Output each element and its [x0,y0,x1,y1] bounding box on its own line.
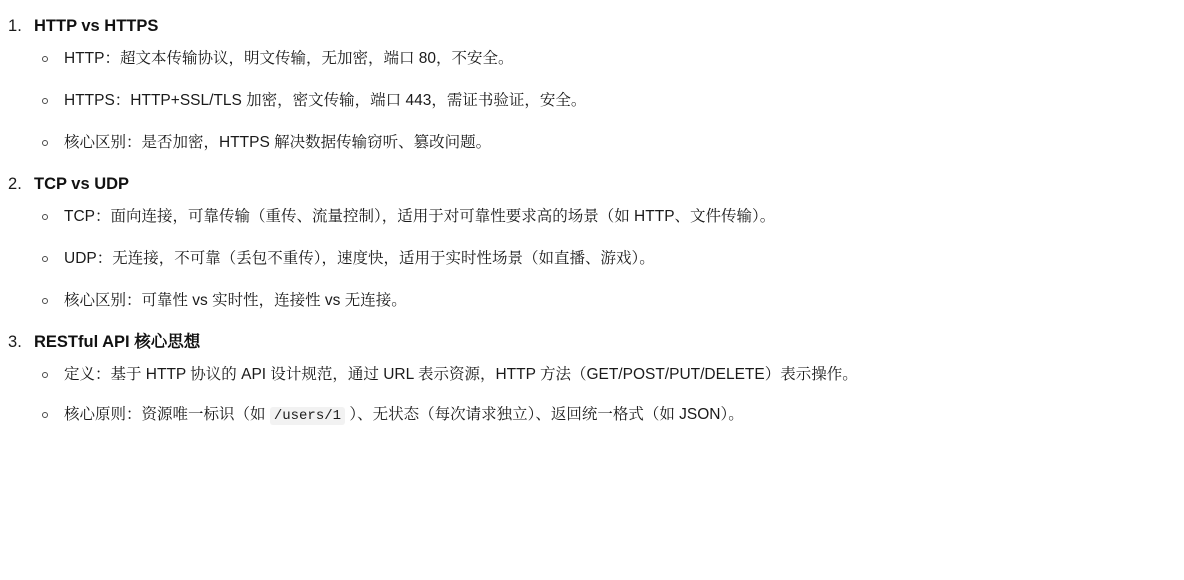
section-item [8,328,1160,429]
section-title: HTTP vs HTTPS [34,17,159,35]
inline-code-path: /users/1 [270,407,345,425]
list-item-text: HTTPS：HTTP+SSL/TLS 加密，密文传输，端口 443，需证书验证，安全。 [64,92,587,109]
section-bullet-list [34,204,1160,314]
list-item [34,130,1160,156]
list-item [34,362,1160,388]
list-item [34,246,1160,272]
section-title: TCP vs UDP [34,175,130,193]
list-item-text-prefix: 核心原则：资源唯一标识（如 [64,406,270,423]
list-item-text: 核心区别：可靠性 vs 实时性，连接性 vs 无连接。 [64,292,407,309]
section-title: RESTful API 核心思想 [34,333,201,351]
list-item [34,402,1160,429]
numbered-section-list [8,12,1160,429]
list-item [34,88,1160,114]
list-item-text: 定义：基于 HTTP 协议的 API 设计规范，通过 URL 表示资源，HTTP 方法（GET/POST/PUT/DELETE）表示操作。 [64,366,858,383]
section-item [8,12,1160,156]
list-item [34,46,1160,72]
list-item [34,288,1160,314]
section-item [8,170,1160,314]
list-item-text: HTTP：超文本传输协议，明文传输，无加密，端口 80，不安全。 [64,50,514,67]
list-item-text: UDP：无连接，不可靠（丢包不重传），速度快，适用于实时性场景（如直播、游戏）。 [64,250,655,267]
list-item-text: 核心区别：是否加密，HTTPS 解决数据传输窃听、篡改问题。 [64,134,492,151]
list-item [34,204,1160,230]
list-item-text: TCP：面向连接，可靠传输（重传、流量控制），适用于对可靠性要求高的场景（如 HTTP、文件传输）。 [64,208,776,225]
list-item-text-suffix: ）、无状态（每次请求独立）、返回统一格式（如 JSON）。 [345,406,744,423]
section-bullet-list [34,46,1160,156]
section-bullet-list [34,362,1160,429]
